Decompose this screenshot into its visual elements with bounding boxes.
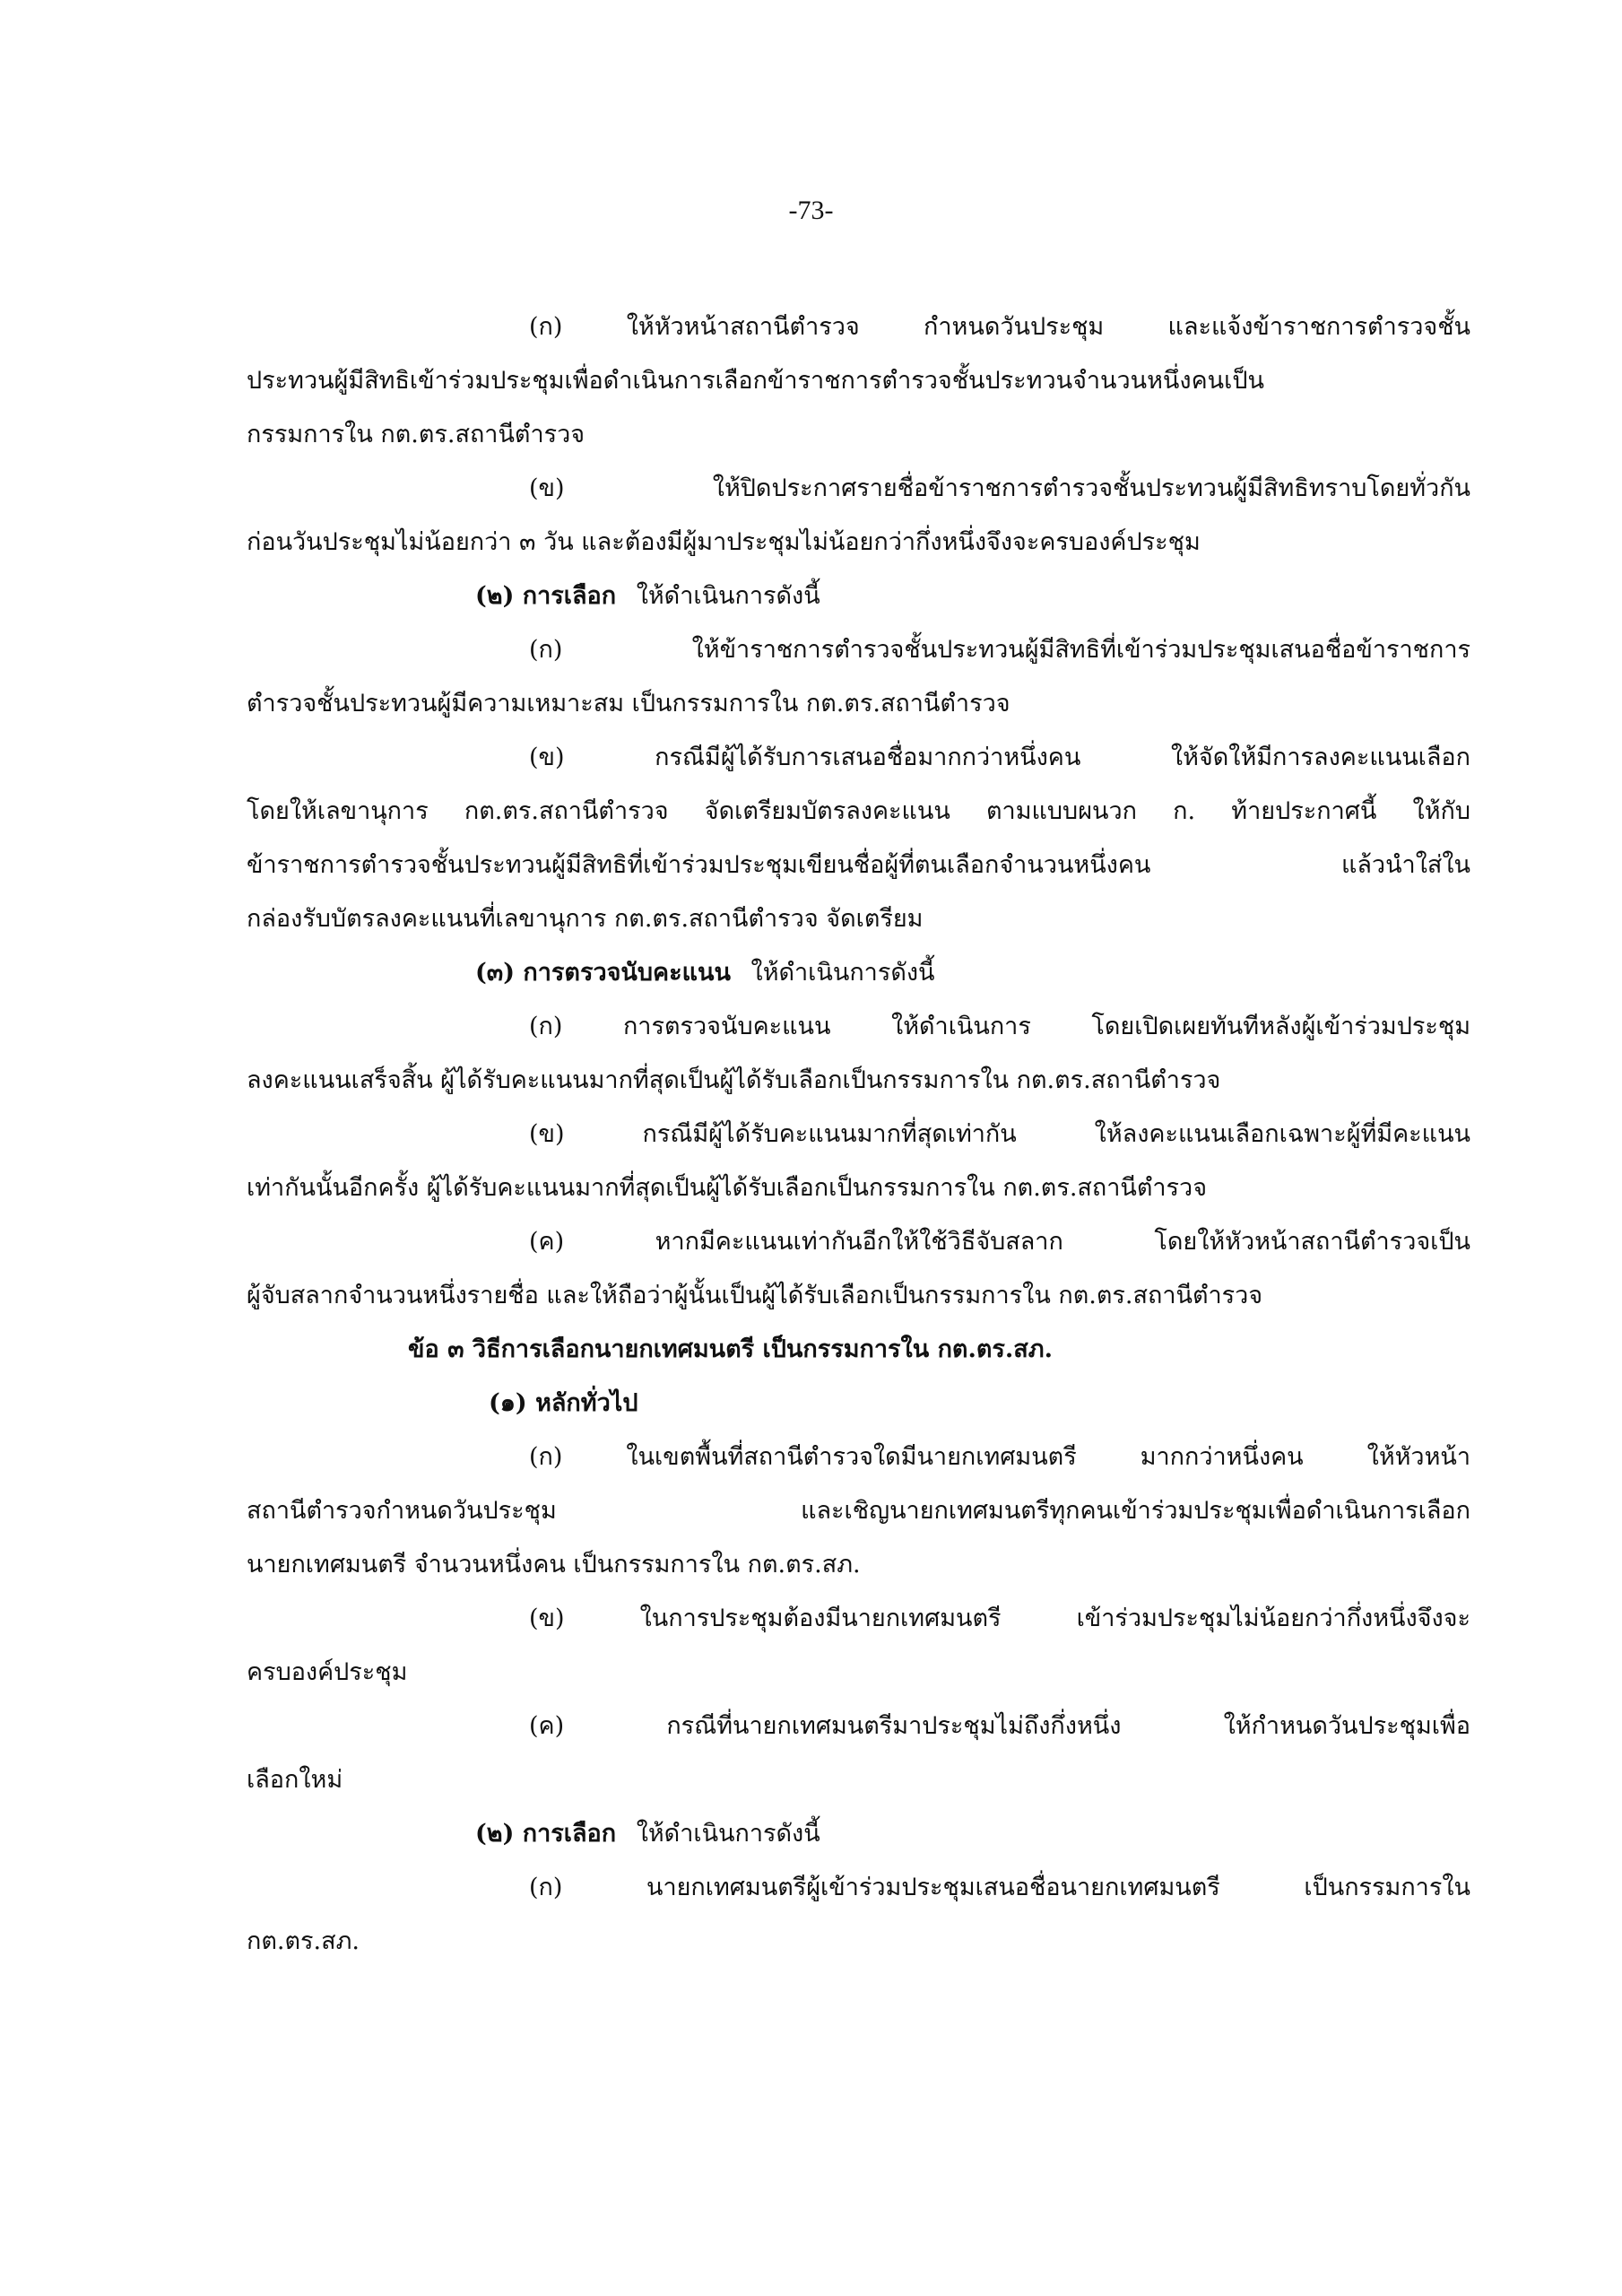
paragraph [247,1000,1470,1108]
paragraph [247,1215,1470,1323]
paragraph [247,1700,1470,1807]
subsection-title: (๒) การเลือก [475,1820,617,1848]
paragraph-line: ผู้จับสลากจำนวนหนึ่งรายชื่อ และให้ถือว่าผู้นั้นเป็นผู้ได้รับเลือกเป็นกรรมการใน กต.ตร.สถานีตำรวจ [247,1282,1263,1309]
section-heading: ข้อ ๓ วิธีการเลือกนายกเทศมนตรี เป็นกรรมการใน กต.ตร.สภ. [408,1335,1053,1363]
paragraph-line: นายกเทศมนตรี จำนวนหนึ่งคน เป็นกรรมการใน กต.ตร.สภ. [247,1551,861,1578]
paragraph-line: กต.ตร.สภ. [247,1927,360,1955]
paragraph-line: (ข) กรณีมีผู้ได้รับคะแนนมากที่สุดเท่ากัน ให้ลงคะแนนเลือกเฉพาะผู้ที่มีคะแนน [529,1120,1470,1148]
paragraph [247,462,1470,570]
paragraph [247,1592,1470,1700]
paragraph-line: (ก) ในเขตพื้นที่สถานีตำรวจใดมีนายกเทศมนตรี มากกว่าหนึ่งคน ให้หัวหน้า [529,1443,1470,1471]
page-number: -73- [788,196,834,225]
paragraph-line: (ค) หากมีคะแนนเท่ากันอีกให้ใช้วิธีจับสลาก โดยให้หัวหน้าสถานีตำรวจเป็น [529,1228,1470,1256]
paragraph-line: กล่องรับบัตรลงคะแนนที่เลขานุการ กต.ตร.สถานีตำรวจ จัดเตรียม [247,905,924,933]
paragraph [247,731,1470,946]
paragraph [247,1861,1470,1969]
subsection-heading [247,1807,1470,1861]
paragraph-line: โดยให้เลขานุการ กต.ตร.สถานีตำรวจ จัดเตรียมบัตรลงคะแนน ตามแบบผนวก ก. ท้ายประกาศนี้ ให้กับ [247,797,1470,825]
paragraph-line: ลงคะแนนเสร็จสิ้น ผู้ได้รับคะแนนมากที่สุดเป็นผู้ได้รับเลือกเป็นกรรมการใน กต.ตร.สถานีตำรวจ [247,1066,1221,1094]
paragraph-line: (ก) นายกเทศมนตรีผู้เข้าร่วมประชุมเสนอชื่อนายกเทศมนตรี เป็นกรรมการใน [529,1874,1470,1901]
paragraph-line: (ก) ให้ข้าราชการตำรวจชั้นประทวนผู้มีสิทธิที่เข้าร่วมประชุมเสนอชื่อข้าราชการ [529,636,1470,664]
paragraph-line: ประทวนผู้มีสิทธิเข้าร่วมประชุมเพื่อดำเนินการเลือกข้าราชการตำรวจชั้นประทวนจำนวนหนึ่งคนเป็น [247,367,1264,395]
paragraph-line: ครบองค์ประชุม [247,1658,408,1686]
paragraph-line: สถานีตำรวจกำหนดวันประชุม และเชิญนายกเทศมนตรีทุกคนเข้าร่วมประชุมเพื่อดำเนินการเลือก [247,1497,1470,1525]
paragraph-line: (ก) ให้หัวหน้าสถานีตำรวจ กำหนดวันประชุม และแจ้งข้าราชการตำรวจชั้น [529,313,1470,341]
subsection-instruction: ให้ดำเนินการดังนี้ [742,959,935,987]
paragraph-line: (ก) การตรวจนับคะแนน ให้ดำเนินการ โดยเปิดเผยทันทีหลังผู้เข้าร่วมประชุม [529,1013,1470,1040]
paragraph [247,623,1470,731]
subsection-title: (๒) การเลือก [475,582,617,610]
paragraph-line: เลือกใหม่ [247,1766,343,1794]
subsection-heading [247,570,1470,623]
subsection-title: (๓) การตรวจนับคะแนน [475,959,731,987]
paragraph-line: ตำรวจชั้นประทวนผู้มีความเหมาะสม เป็นกรรมการใน กต.ตร.สถานีตำรวจ [247,690,1010,718]
paragraph [247,1108,1470,1215]
subsection-heading: (๑) หลักทั่วไป [489,1389,638,1417]
paragraph-line: (ข) ให้ปิดประกาศรายชื่อข้าราชการตำรวจชั้นประทวนผู้มีสิทธิทราบโดยทั่วกัน [529,474,1470,502]
subsection-instruction: ให้ดำเนินการดังนี้ [629,582,820,610]
paragraph [247,300,1470,462]
paragraph-line: (ค) กรณีที่นายกเทศมนตรีมาประชุมไม่ถึงกึ่งหนึ่ง ให้กำหนดวันประชุมเพื่อ [529,1712,1470,1740]
paragraph [247,1431,1470,1592]
paragraph-line: (ข) ในการประชุมต้องมีนายกเทศมนตรี เข้าร่วมประชุมไม่น้อยกว่ากึ่งหนึ่งจึงจะ [529,1605,1470,1632]
paragraph-line: ข้าราชการตำรวจชั้นประทวนผู้มีสิทธิที่เข้าร่วมประชุมเขียนชื่อผู้ที่ตนเลือกจำนวนหนึ่งคน แล้วนำใส่ใน [247,851,1470,879]
subsection-heading [247,946,1470,1000]
paragraph-line: เท่ากันนั้นอีกครั้ง ผู้ได้รับคะแนนมากที่สุดเป็นผู้ได้รับเลือกเป็นกรรมการใน กต.ตร.สถานีตำรวจ [247,1174,1208,1202]
document-body [247,300,1470,1969]
subsection-instruction: ให้ดำเนินการดังนี้ [629,1820,820,1848]
paragraph-line: กรรมการใน กต.ตร.สถานีตำรวจ [247,421,585,448]
paragraph-line: (ข) กรณีมีผู้ได้รับการเสนอชื่อมากกว่าหนึ่งคน ให้จัดให้มีการลงคะแนนเลือก [529,744,1470,771]
paragraph-line: ก่อนวันประชุมไม่น้อยกว่า ๓ วัน และต้องมีผู้มาประชุมไม่น้อยกว่ากึ่งหนึ่งจึงจะครบองค์ประชุม [247,528,1201,556]
